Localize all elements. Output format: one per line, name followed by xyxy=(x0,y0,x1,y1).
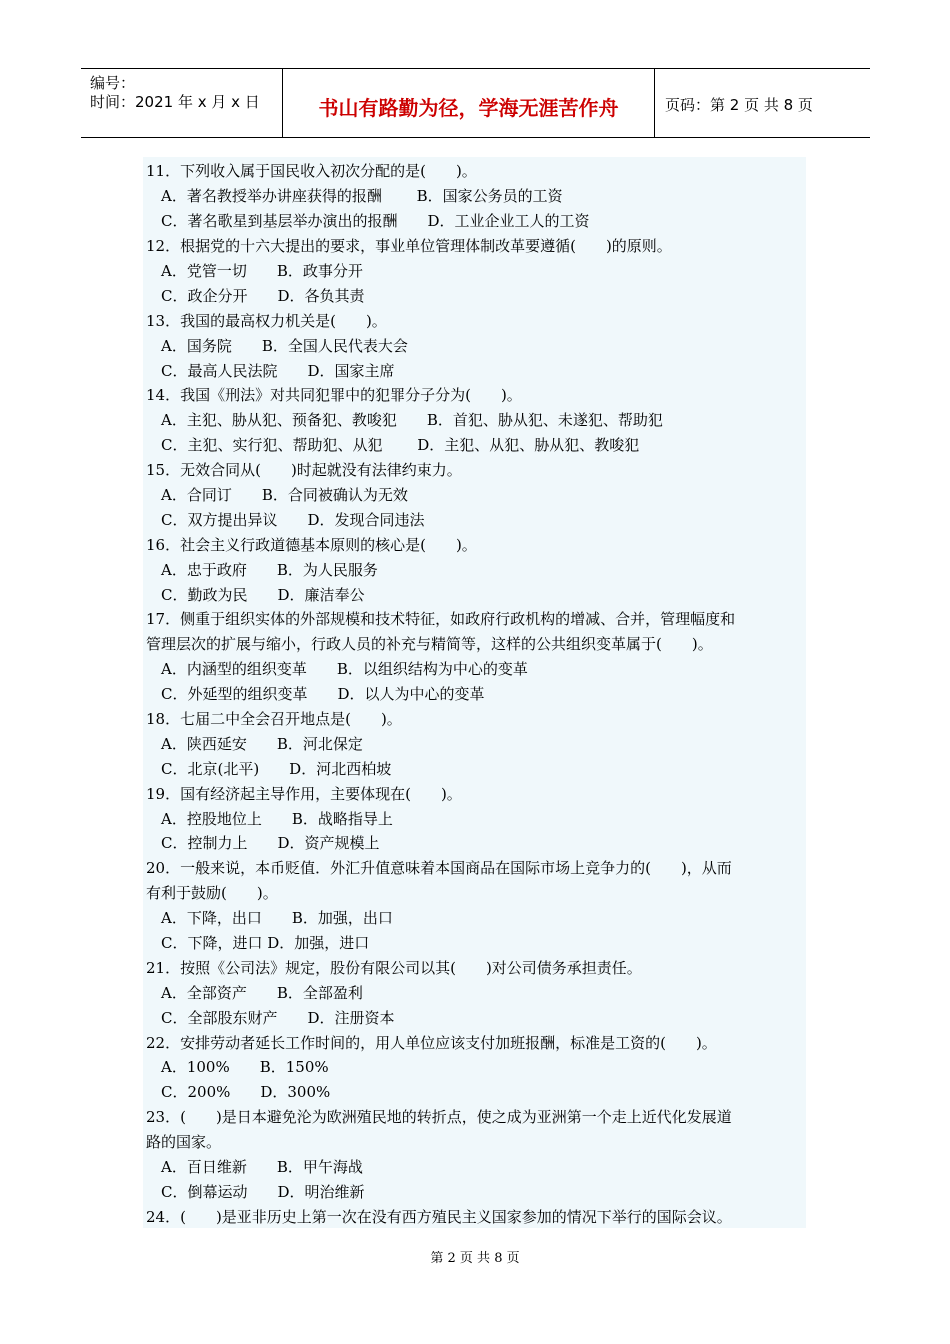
option-line: A．陕西延安 B．河北保定 xyxy=(161,735,363,753)
question-line: 14．我国《刑法》对共同犯罪中的犯罪分子分为( )。 xyxy=(146,386,522,404)
option-line: A．国务院 B．全国人民代表大会 xyxy=(161,337,408,355)
option-line: A．内涵型的组织变革 B．以组织结构为中心的变革 xyxy=(161,660,528,678)
question-line: 12．根据党的十六大提出的要求，事业单位管理体制改革要遵循( )的原则。 xyxy=(146,237,672,255)
header-page-cell xyxy=(655,69,870,137)
option-line: A．100% B．150% xyxy=(161,1058,329,1076)
page-footer: 第 2 页 共 8 页 xyxy=(430,1251,520,1266)
document-date-label: 时间：2021 年 x 月 x 日 xyxy=(90,93,260,111)
page-number-label: 页码：第 2 页 共 8 页 xyxy=(665,96,813,114)
option-line: C．最高人民法院 D．国家主席 xyxy=(161,362,395,380)
question-line: 15．无效合同从( )时起就没有法律约束力。 xyxy=(146,461,462,479)
question-line: 24．( )是亚非历史上第一次在没有西方殖民主义国家参加的情况下举行的国际会议。 xyxy=(146,1208,732,1226)
option-line: C．主犯、实行犯、帮助犯、从犯 D．主犯、从犯、胁从犯、教唆犯 xyxy=(161,436,640,454)
option-line: C．下降，进口 D．加强，进口 xyxy=(161,934,370,952)
question-line: 17．侧重于组织实体的外部规模和技术特征，如政府行政机构的增减、合并，管理幅度和 xyxy=(146,610,736,628)
option-line: C．外延型的组织变革 D．以人为中心的变革 xyxy=(161,685,485,703)
option-line: C．控制力上 D．资产规模上 xyxy=(161,834,380,852)
question-line: 16．社会主义行政道德基本原则的核心是( )。 xyxy=(146,536,477,554)
option-line: C．倒幕运动 D．明治维新 xyxy=(161,1183,365,1201)
option-line: A．百日维新 B．甲午海战 xyxy=(161,1158,363,1176)
option-line: C．政企分开 D．各负其责 xyxy=(161,287,365,305)
question-line: 20．一般来说，本币贬值．外汇升值意味着本国商品在国际市场上竞争力的( )，从而 xyxy=(146,859,732,877)
option-line: A．控股地位上 B．战略指导上 xyxy=(161,810,393,828)
page-header xyxy=(81,68,870,138)
question-line: 23．( )是日本避免沦为欧洲殖民地的转折点，使之成为亚洲第一个走上近代化发展道 xyxy=(146,1108,732,1126)
option-line: A．合同订 B．合同被确认为无效 xyxy=(161,486,408,504)
option-line: A．著名教授举办讲座获得的报酬 B．国家公务员的工资 xyxy=(161,187,563,205)
option-line: A．全部资产 B．全部盈利 xyxy=(161,984,363,1002)
question-line-continued: 有利于鼓励( )。 xyxy=(146,884,278,902)
option-line: A．下降，出口 B．加强，出口 xyxy=(161,909,393,927)
header-motto-cell xyxy=(283,69,655,137)
option-line: C．200% D．300% xyxy=(161,1083,331,1101)
option-line: A．忠于政府 B．为人民服务 xyxy=(161,561,378,579)
question-line-continued: 管理层次的扩展与缩小，行政人员的补充与精简等，这样的公共组织变革属于( )。 xyxy=(146,635,713,653)
motto-text: 书山有路勤为径，学海无涯苦作舟 xyxy=(318,96,619,120)
question-line: 22．安排劳动者延长工作时间的，用人单位应该支付加班报酬，标准是工资的( )。 xyxy=(146,1034,717,1052)
question-line: 18．七届二中全会召开地点是( )。 xyxy=(146,710,402,728)
question-line: 19．国有经济起主导作用，主要体现在( )。 xyxy=(146,785,462,803)
option-line: C．双方提出异议 D．发现合同违法 xyxy=(161,511,425,529)
option-line: A．主犯、胁从犯、预备犯、教唆犯 B．首犯、胁从犯、未遂犯、帮助犯 xyxy=(161,411,663,429)
option-line: C．全部股东财产 D．注册资本 xyxy=(161,1009,395,1027)
question-line: 11．下列收入属于国民收入初次分配的是( )。 xyxy=(146,162,477,180)
question-line-continued: 路的国家。 xyxy=(146,1133,222,1151)
header-meta-cell xyxy=(81,69,283,137)
question-content xyxy=(143,157,806,1228)
option-line: C．北京(北平) D．河北西柏坡 xyxy=(161,760,392,778)
question-line: 13．我国的最高权力机关是( )。 xyxy=(146,312,387,330)
document-number-label: 编号： xyxy=(90,74,136,92)
option-line: C．著名歌星到基层举办演出的报酬 D．工业企业工人的工资 xyxy=(161,212,590,230)
option-line: A．党管一切 B．政事分开 xyxy=(161,262,363,280)
option-line: C．勤政为民 D．廉洁奉公 xyxy=(161,586,365,604)
question-line: 21．按照《公司法》规定，股份有限公司以其( )对公司债务承担责任。 xyxy=(146,959,642,977)
